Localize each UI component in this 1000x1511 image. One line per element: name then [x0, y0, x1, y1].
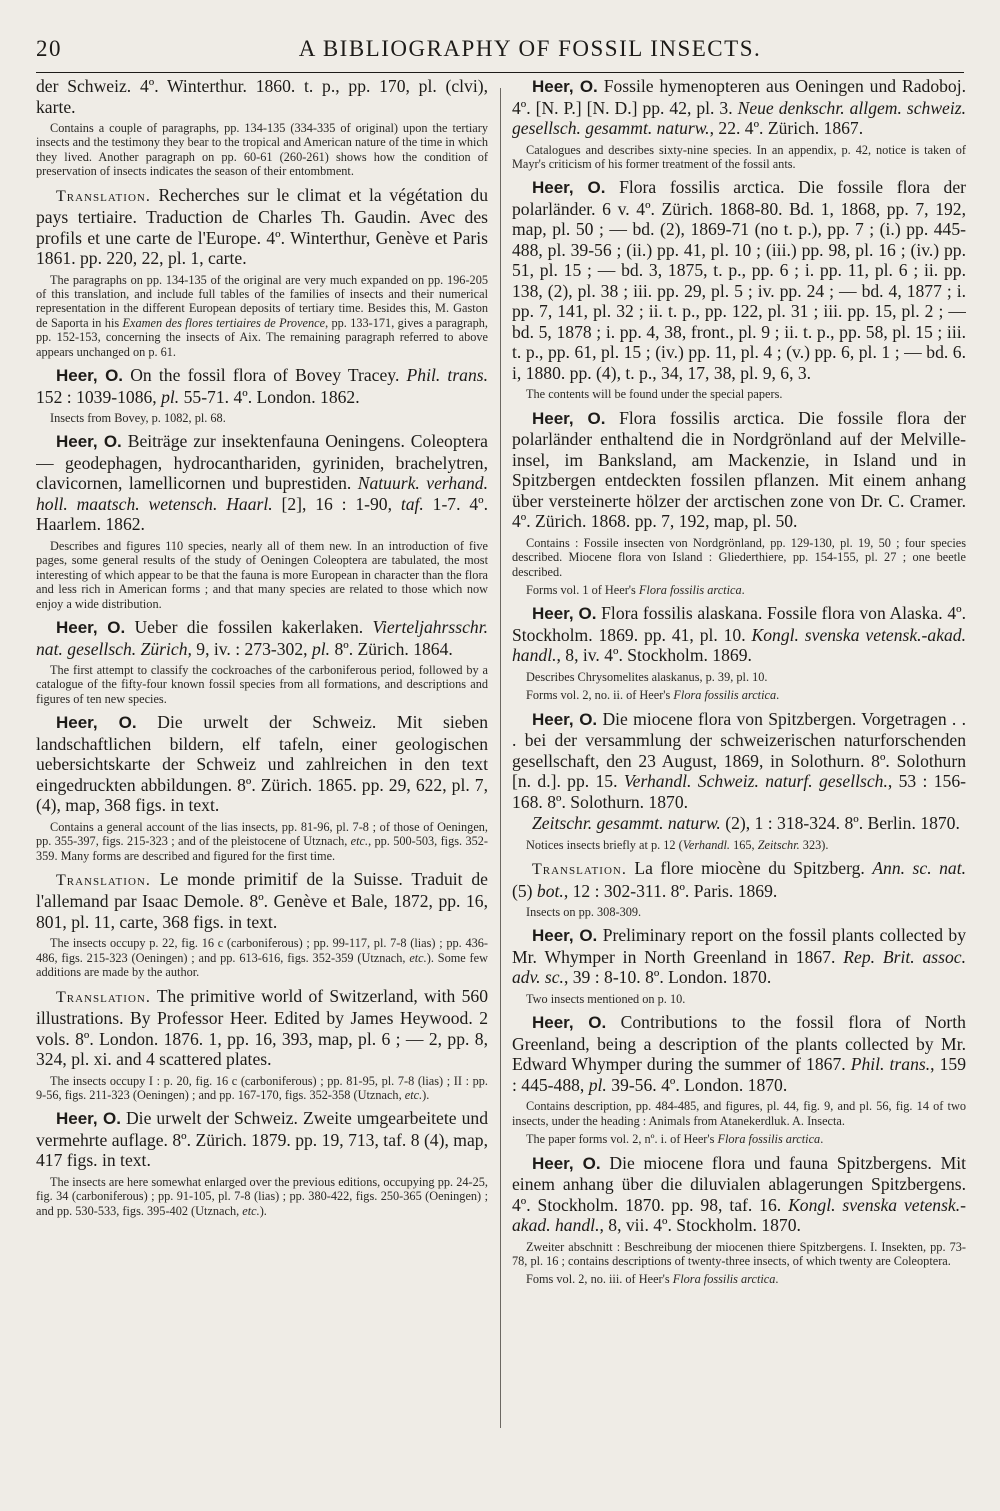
- entry-text: 8º. Zürich. 1864.: [330, 638, 453, 659]
- entry-text: Die miocene flora und fauna Spitzbergens. Mit einem anhang über die diluvialen ablagerungen Spitzbergens. 4º. Stockholm. 1870. pp. 98, taf. 16.: [512, 1152, 966, 1215]
- italic-title: Verhandl. Schweiz. naturf. gesellsch.: [623, 771, 888, 792]
- entry-text: , 39 : 8-10. 8º. London. 1870.: [563, 967, 772, 988]
- entry-text: Die urwelt der Schweiz. Mit sieben landschaftlichen bildern, elf tafeln, einer geologischen uebersichtskarte der Schweiz und zahlreichen in den text eingedruckten abbildungen. 8º. Zürich. 1865. pp. 29, 622, pl. 7, (4), map, 368 figs. in text.: [36, 712, 488, 816]
- entry-text: Die urwelt der Schweiz. Zweite umgearbeitete und vermehrte auflage. 8º. Zürich. 1879. pp. 19, 713, taf. 8 (4), map, 417 figs. in text.: [36, 1108, 488, 1171]
- entry-text: Contributions to the fossil flora of North Greenland, being a description of the plants collected by Mr. Edward Whymper during the summer of 1867.: [512, 1012, 966, 1075]
- italic-title: taf.: [400, 493, 424, 514]
- entry-text: On the fossil flora of Bovey Tracey.: [123, 365, 407, 386]
- page-header: [36, 36, 964, 70]
- entry-text: .: [741, 582, 745, 597]
- bibliography-entry: [512, 177, 966, 383]
- annotation-note: [36, 1175, 488, 1218]
- annotation-note: [36, 539, 488, 611]
- entry-text: The insects are here somewhat enlarged over the previous editions, occupying pp. 24-25, fig. 34 (carboniferous) ; pp. 91-105, pl. 7-8 (lias) ; pp. 380-422, figs. 250-365 (Oeningen) ; and pp. 530-533, figs. 395-402 (Utznach,: [36, 1174, 488, 1218]
- entry-text: Die miocene flora von Spitzbergen. Vorgetragen . . . bei der versammlung der schweizerischen naturforschenden gesellschaft, den 23 August, 1869, in Solothurn. 8º. Solothurn [n. d.]. pp. 15.: [512, 708, 966, 792]
- entry-text: [2], 16 : 1-90,: [272, 493, 401, 514]
- bibliography-entry: [36, 617, 488, 659]
- entry-author: Heer, O.: [532, 709, 598, 729]
- entry-text: , pp. 133-171, gives a paragraph, pp. 152-153, concerning the insects of Aix. The remaining paragraph referred to above appears unchanged on p. 61.: [36, 315, 488, 359]
- left-column: [36, 76, 488, 1496]
- italic-title: Flora fossilis arctica: [717, 1132, 821, 1147]
- translation-label: Translation.: [56, 187, 151, 205]
- entry-text: ). Some few additions are made by the author.: [36, 950, 488, 980]
- entry-text: The insects occupy p. 22, fig. 16 c (carboniferous) ; pp. 99-117, pl. 7-8 (lias) ; pp. 436-486, figs. 215-323 (Oeningen) ; and pp. 613-616, figs. 352-359 (Utznach,: [36, 936, 488, 965]
- entry-text: Two insects mentioned on p. 10.: [526, 991, 686, 1006]
- entry-text: (5): [512, 880, 537, 901]
- italic-title: Zeitschr. gesammt. naturw.: [532, 813, 721, 834]
- entry-text: Insects on pp. 308-309.: [526, 905, 642, 920]
- italic-title: Ann. sc. nat.: [872, 858, 966, 879]
- entry-text: The insects occupy I : p. 20, fig. 16 c (carboniferous) ; pp. 81-95, pl. 7-8 (lias) ; II : pp. 9-56, figs. 211-323 (Oeningen) ; and pp. 167-170, figs. 352-358 (Utznach,: [36, 1073, 488, 1103]
- italic-title: Examen des flores tertiaires de Provence: [122, 315, 326, 330]
- entry-author: Heer, O.: [532, 926, 598, 946]
- italic-title: Neue denkschr. allgem. schweiz. gesellsch. gesammt. naturw.: [512, 97, 966, 138]
- entry-author: Heer, O.: [532, 1153, 601, 1173]
- italic-title: Vierteljahrsschr. nat. gesellsch. Zürich,: [36, 617, 488, 659]
- annotation-note: [512, 583, 966, 597]
- entry-author: Heer, O.: [56, 1109, 121, 1129]
- italic-title: Flora fossilis arctica: [673, 688, 777, 703]
- entry-author: Heer, O.: [56, 432, 122, 452]
- entry-text: Forms vol. 2, no. ii. of Heer's: [526, 688, 674, 703]
- annotation-note: [512, 688, 966, 702]
- annotation-note: [36, 936, 488, 979]
- annotation-note: [512, 536, 966, 579]
- annotation-note: [512, 1099, 966, 1128]
- entry-text: (2), 1 : 318-324. 8º. Berlin. 1870.: [720, 813, 960, 834]
- italic-title: Kongl. svenska vetensk.-akad. handl.: [512, 1194, 966, 1236]
- entry-text: Contains a couple of paragraphs, pp. 134-135 (334-335 of original) upon the tertiary insects and the testimony they bear to the tropical and American nature of the time in which they lived. Another paragraph on pp. 60-61 (260-261) shows how the condition of preservation of insects indicates the season of their entombment.: [36, 121, 488, 179]
- running-title: A BIBLIOGRAPHY OF FOSSIL INSECTS.: [298, 36, 762, 61]
- entry-author: Heer, O.: [56, 713, 137, 733]
- italic-title: Flora fossilis arctica: [638, 582, 742, 597]
- italic-title: Phil. trans.: [850, 1054, 931, 1075]
- annotation-note: [36, 1074, 488, 1103]
- entry-text: 9, iv. : 273-302,: [191, 638, 312, 659]
- entry-text: , pp. 500-503, figs. 352-359. Many forms are described and figured for the first time.: [36, 834, 488, 863]
- entry-text: Contains a general account of the lias insects, pp. 81-96, pl. 7-8 ; of those of Oeningen, pp. 355-397, figs. 215-323 ; and of the pleistocene of Utznach,: [36, 819, 488, 849]
- entry-author: Heer, O.: [56, 366, 124, 386]
- entry-author: Heer, O.: [532, 604, 597, 624]
- italic-title: Verhandl.: [682, 837, 731, 852]
- bibliography-entry: [36, 1108, 488, 1171]
- entry-text: , 22. 4º. Zürich. 1867.: [709, 118, 864, 138]
- italic-title: Rep. Brit. assoc. adv. sc.: [512, 946, 966, 988]
- bibliography-entry: [36, 76, 488, 117]
- entry-text: Insects from Bovey, p. 1082, pl. 68.: [50, 411, 226, 426]
- entry-text: Preliminary report on the fossil plants collected by Mr. Whymper in North Greenland in 1867.: [512, 925, 966, 967]
- bibliography-entry: [36, 869, 488, 933]
- italic-title: etc.: [404, 1088, 423, 1103]
- entry-text: Contains : Fossile insecten von Nordgrönland, pp. 129-130, pl. 19, 50 ; four species described. Miocene flora von Island : Gliederthiere, pp. 154-155, pl. 27 ; one beetle described.: [512, 535, 966, 579]
- entry-text: , 53 : 156-168. 8º. Solothurn. 1870.: [512, 771, 966, 812]
- annotation-note: [512, 670, 966, 684]
- bibliography-entry: [512, 925, 966, 988]
- bibliography-entry: [512, 858, 966, 901]
- entry-author: Heer, O.: [532, 1013, 607, 1033]
- italic-title: bot.: [536, 880, 564, 901]
- entry-text: The first attempt to classify the cockroaches of the carboniferous period, followed by a catalogue of the fifty-four known fossil species from all formations, and descriptions and figures of ten new species.: [36, 663, 488, 706]
- annotation-note: [512, 1132, 966, 1146]
- annotation-note: [36, 121, 488, 179]
- entry-text: Recherches sur le climat et la végétation du pays tertiaire. Traduction de Charles Th. Gaudin. Avec des profils et une carte de l'Europe. 4º. Winterthur, Genève et Paris 1861. pp. 220, 22, pl. 1, carte.: [36, 184, 488, 269]
- annotation-note: [36, 663, 488, 706]
- header-rule: [36, 72, 964, 73]
- bibliography-entry: [512, 709, 966, 813]
- entry-author: Heer, O.: [532, 178, 606, 198]
- entry-text: Flora fossilis arctica. Die fossile flora der polarländer. 6 v. 4º. Zürich. 1868-80. Bd. 1, 1868, pp. 7, 192, map, pl. 50 ; — bd. (2), 1869-71 (no t. p.), pp. 7 ; (i.) pp. 445-488, pl. 39-56 ; (ii.) pp. 41, pl. 10 ; (iii.) pp. 98, pl. 16 ; (iv.) pp. 51, pl. 15 ; — bd. 3, 1875, t. p., pp. 6 ; i. pp. 11, pl. 6 ; ii. pp. 138, (2), pl. 38 ; iii. pp. 29, pl. 5 ; iv. pp. 24 ; — bd. 4, 1877 ; i. pp. 7, 141, pl. 32 ; ii. t. p., pp. 122, pl. 31 ; iii. pp. 15, pl. 2 ; — bd. 5, 1878 ; i. pp. 4, 38, front., pl. 9 ; ii. t. p., pp. 58, pl. 15 ; iii. t. p., pp. 61, pl. 15 ; (iv.) pp. 11, pl. 4 ; (v.) pp. 6, pl. 1 ; — bd. 6. i, 1880. pp. (4), t. p., 34, 17, 38, pl. 9, 6, 3.: [512, 177, 966, 383]
- entry-text: 39-56. 4º. London. 1870.: [606, 1074, 788, 1095]
- entry-text: .: [775, 1272, 779, 1287]
- italic-title: etc.: [350, 834, 369, 849]
- entry-text: 323).: [799, 837, 829, 852]
- entry-text: ).: [259, 1203, 267, 1218]
- entry-text: Notices insects briefly at p. 12 (: [526, 837, 683, 852]
- bibliography-entry: [512, 76, 966, 139]
- italic-title: Phil. trans.: [406, 365, 488, 386]
- bibliography-entry: [36, 365, 488, 407]
- italic-title: Flora fossilis arctica: [672, 1272, 776, 1287]
- italic-title: Kongl. svenska vetensk.-akad. handl.: [512, 624, 966, 666]
- bibliography-entry: [512, 408, 966, 532]
- bibliography-entry: [512, 1012, 966, 1095]
- annotation-note: [512, 992, 966, 1006]
- entry-text: Forms vol. 1 of Heer's: [526, 582, 639, 597]
- entry-text: 152 : 1039-1086,: [36, 386, 162, 407]
- bibliography-entry: [36, 986, 488, 1070]
- bibliography-entry: [512, 603, 966, 666]
- entry-text: ).: [422, 1088, 430, 1103]
- column-divider: [500, 88, 501, 1428]
- translation-label: Translation.: [56, 988, 151, 1006]
- annotation-note: [36, 820, 488, 863]
- right-column: [512, 76, 966, 1496]
- entry-text: Flora fossilis arctica. Die fossile flora der polarländer enthaltend die in Nordgrönland auf der Melville-insel, im Banksland, am Mackenzie, in Island und in Spitzbergen entdeckten fossilen pflanzen. Mit einem anhang über versteinerte hölzer der arctischen zone von Dr. C. Cramer. 4º. Zürich. 1868. pp. 7, 192, map, pl. 50.: [512, 407, 966, 532]
- annotation-note: [512, 905, 966, 919]
- bibliography-entry: [512, 813, 966, 834]
- entry-text: The contents will be found under the special papers.: [526, 387, 783, 402]
- italic-title: etc.: [409, 950, 427, 965]
- page-number: 20: [36, 36, 62, 61]
- entry-text: The primitive world of Switzerland, with 560 illustrations. By Professor Heer. Edited by James Heywood. 2 vols. 8º. London. 1876. 1, pp. 16, 393, map, pl. 6 ; — 2, pp. 8, 324, pl. xi. and 4 scattered plates.: [36, 985, 488, 1070]
- entry-text: Zweiter abschnitt : Beschreibung der miocenen thiere Spitzbergens. I. Insekten, pp. 73-78, pl. 16 ; contains descriptions of twenty-three insects, of which twenty are Coleoptera.: [512, 1239, 966, 1268]
- entry-text: Contains description, pp. 484-485, and figures, pl. 44, fig. 9, and pl. 56, fig. 14 of two insects, under the heading : Animals from Atanekerdluk. A. Insecta.: [512, 1099, 966, 1128]
- entry-text: The paragraphs on pp. 134-135 of the original are very much expanded on pp. 196-205 of this translation, and include full tables of the families of insects and their numerical representation in the different European deposits of tertiary time. Besides this, M. Gaston de Saporta in his: [36, 272, 488, 330]
- annotation-note: [36, 273, 488, 359]
- entry-text: 165,: [730, 837, 758, 852]
- italic-title: Zeitschr.: [757, 837, 800, 852]
- bibliography-entry: [36, 712, 488, 816]
- entry-author: Heer, O.: [56, 618, 126, 637]
- entry-text: Flora fossilis alaskana. Fossile flora von Alaska. 4º. Stockholm. 1869. pp. 41, pl. 10.: [512, 603, 966, 645]
- translation-label: Translation.: [532, 861, 627, 879]
- translation-label: Translation.: [56, 871, 151, 889]
- entry-text: Le monde primitif de la Suisse. Traduit de l'allemand par Isaac Demole. 8º. Genève et Bale, 1872, pp. 16, 801, pl. 11, carte, 368 figs. in text.: [36, 868, 488, 932]
- entry-text: The paper forms vol. 2, nº. i. of Heer's: [526, 1132, 718, 1147]
- italic-title: etc.: [242, 1203, 260, 1218]
- bibliography-entry: [512, 1153, 966, 1236]
- italic-title: pl.: [311, 638, 331, 659]
- entry-text: der Schweiz. 4º. Winterthur. 1860. t. p., pp. 170, pl. (clvi), karte.: [36, 76, 488, 117]
- entry-text: Describes Chrysomelites alaskanus, p. 39, pl. 10.: [526, 669, 768, 684]
- entry-text: , 159 : 445-488,: [512, 1054, 966, 1095]
- entry-text: .: [776, 688, 780, 703]
- annotation-note: [36, 411, 488, 425]
- entry-text: Foms vol. 2, no. iii. of Heer's: [526, 1272, 673, 1287]
- italic-title: Natuurk. verhand. holl. maatsch. wetensch. Haarl.: [36, 473, 488, 514]
- entry-text: 55-71. 4º. London. 1862.: [179, 386, 360, 407]
- entry-text: , 8, vii. 4º. Stockholm. 1870.: [599, 1215, 801, 1236]
- entry-text: Describes and figures 110 species, nearly all of them new. In an introduction of five pages, some general results of the study of Oeningen Coleoptera are tabulated, the most interesting of which appear to be that the fauna is more European in character than the flora and less rich in American forms ; and that many species are related to those which now enjoy a wide distribution.: [36, 538, 488, 611]
- annotation-note: [512, 1272, 966, 1286]
- entry-text: Beiträge zur insektenfauna Oeningens. Coleoptera — geodephagen, hydrocanthariden, gyriniden, brachelytren, clavicornen, lamellicornen und buprestiden.: [36, 431, 488, 494]
- entry-text: Fossile hymenopteren aus Oeningen und Radoboj. 4º. [N. P.] [N. D.] pp. 42, pl. 3.: [512, 76, 966, 118]
- annotation-note: [512, 1240, 966, 1269]
- annotation-note: [512, 387, 966, 401]
- annotation-note: [512, 838, 966, 852]
- entry-text: Catalogues and describes sixty-nine species. In an appendix, p. 42, notice is taken of Mayr's criticism of his former treatment of the fossil ants.: [512, 142, 966, 171]
- italic-title: pl.: [161, 386, 180, 407]
- bibliography-entry: [36, 185, 488, 269]
- entry-text: Ueber die fossilen kakerlaken.: [125, 617, 373, 637]
- italic-title: pl.: [588, 1074, 607, 1095]
- annotation-note: [512, 143, 966, 172]
- entry-text: , 8, iv. 4º. Stockholm. 1869.: [556, 645, 752, 666]
- bibliography-entry: [36, 431, 488, 535]
- entry-text: .: [820, 1132, 824, 1147]
- entry-text: La flore miocène du Spitzberg.: [626, 858, 873, 879]
- entry-text: 1-7. 4º. Haarlem. 1862.: [36, 493, 488, 535]
- entry-text: , 12 : 302-311. 8º. Paris. 1869.: [563, 880, 778, 901]
- entry-author: Heer, O.: [532, 77, 598, 96]
- entry-author: Heer, O.: [532, 408, 606, 428]
